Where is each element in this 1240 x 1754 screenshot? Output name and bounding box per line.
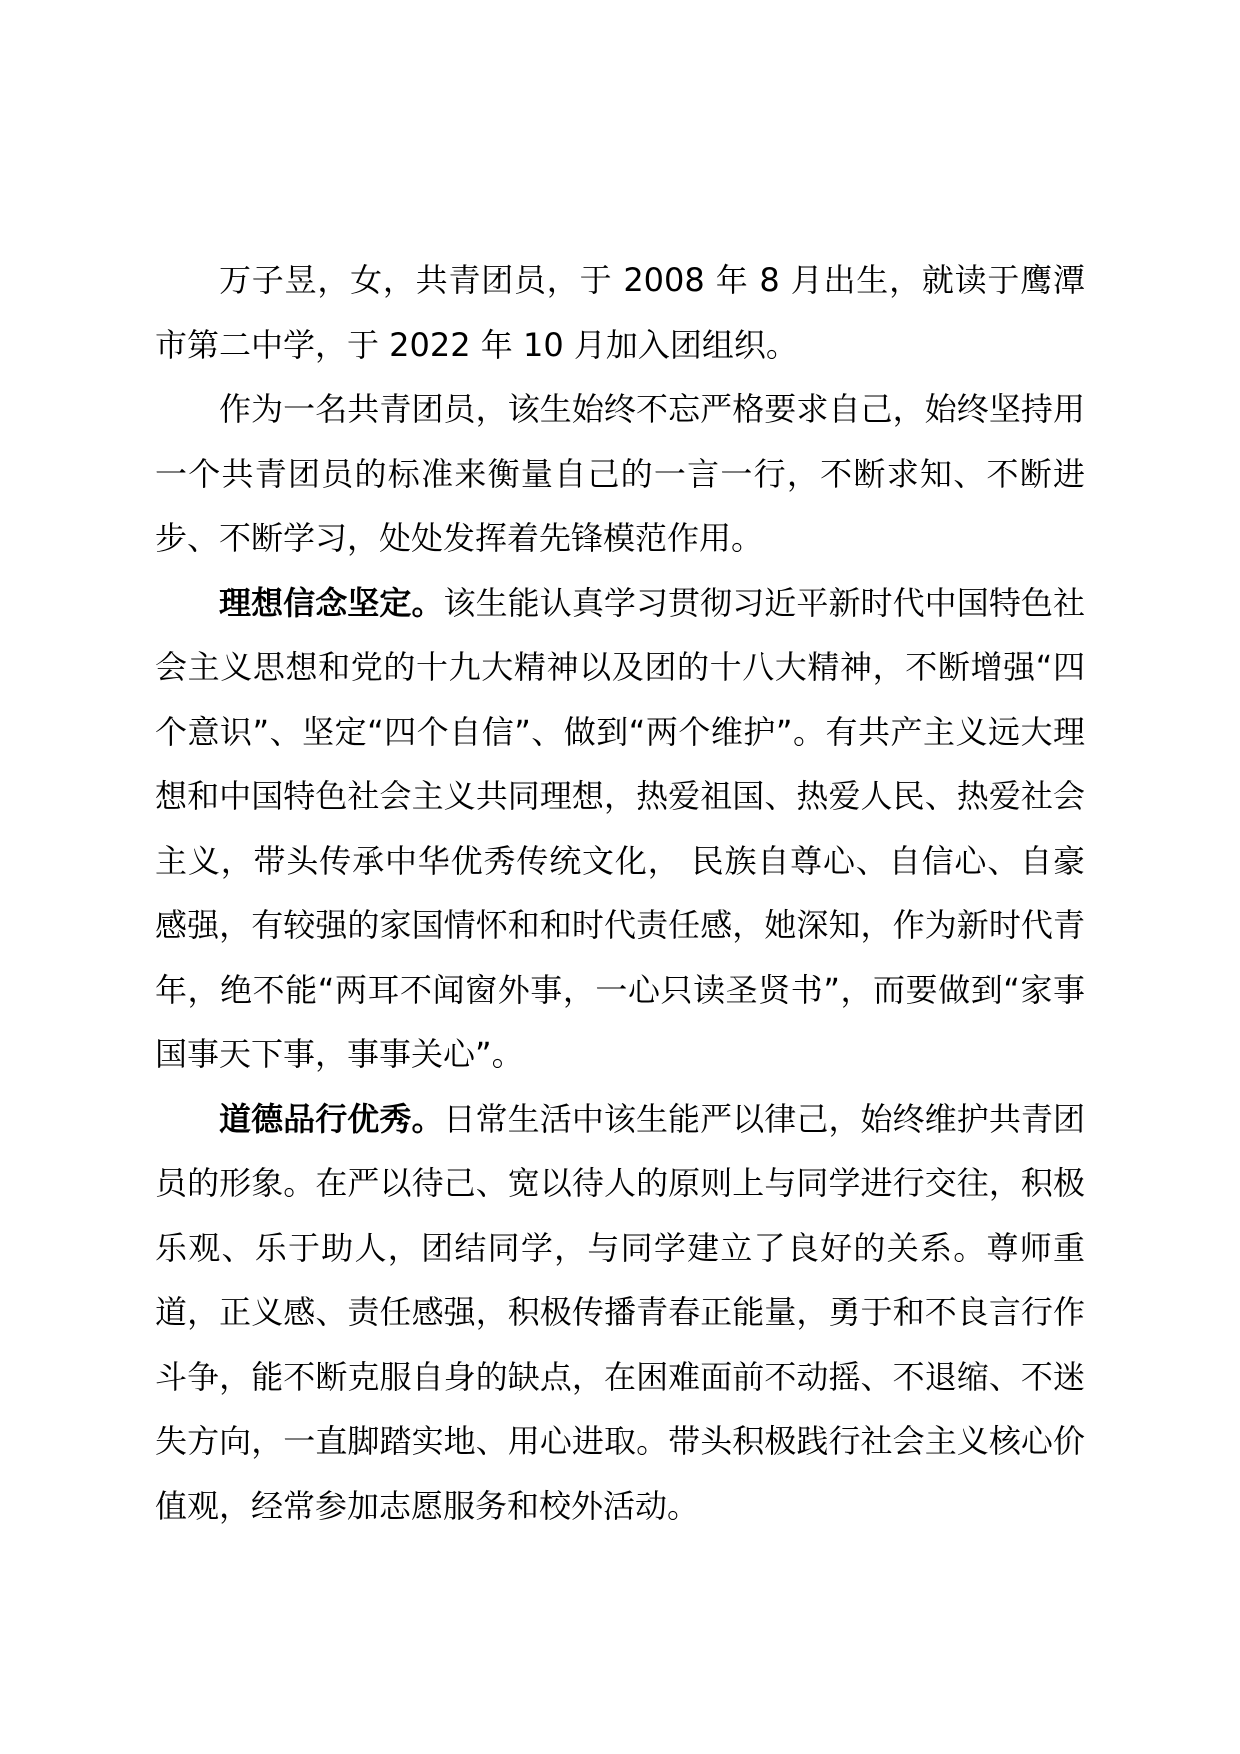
paragraph-morality-text: 日常生活中该生能严以律己，始终维护共青团员的形象。在严以待己、宽以待人的原则上与同学进行交往，积极乐观、乐于助人，团结同学，与同学建立了良好的关系。尊师重道，正义感、责任感强，积极传播青春正能量，勇于和不良言行作斗争，能不断克服自身的缺点，在困难面前不动摇、不退缩、不迷失方向，一直脚踏实地、用心进取。带头积极践行社会主义核心价值观，经常参加志愿服务和校外活动。 — [155, 1099, 1085, 1525]
paragraph-ideals-text: 该生能认真学习贯彻习近平新时代中国特色社会主义思想和党的十九大精神以及团的十八大精神，不断增强“四个意识”、坚定“四个自信”、做到“两个维护”。有共产主义远大理想和中国特色社会主义共同理想，热爱祖国、热爱人民、热爱社会主义，带头传承中华优秀传统文化， 民族自尊心、自信心、自豪感强，有较强的家国情怀和和时代责任感，她深知，作为新时代青年，绝不能“两耳不闻窗外事，一心只读圣贤书”，而要做到“家事国事天下事，事事关心”。 — [155, 583, 1085, 1073]
paragraph-morality — [155, 1087, 1085, 1539]
paragraph-morality-heading: 道德品行优秀。 — [219, 1099, 444, 1138]
paragraph-intro-text: 万子昱，女，共青团员，于 2008 年 8 月出生，就读于鹰潭市第二中学，于 2022 年 10 月加入团组织。 — [155, 261, 1085, 364]
paragraph-intro — [155, 248, 1085, 377]
paragraph-overview — [155, 377, 1085, 571]
document-body — [155, 248, 1085, 1538]
paragraph-overview-text: 作为一名共青团员，该生始终不忘严格要求自己，始终坚持用一个共青团员的标准来衡量自己的一言一行，不断求知、不断进步、不断学习，处处发挥着先锋模范作用。 — [155, 390, 1085, 557]
paragraph-ideals — [155, 571, 1085, 1087]
paragraph-ideals-heading: 理想信念坚定。 — [219, 583, 444, 622]
